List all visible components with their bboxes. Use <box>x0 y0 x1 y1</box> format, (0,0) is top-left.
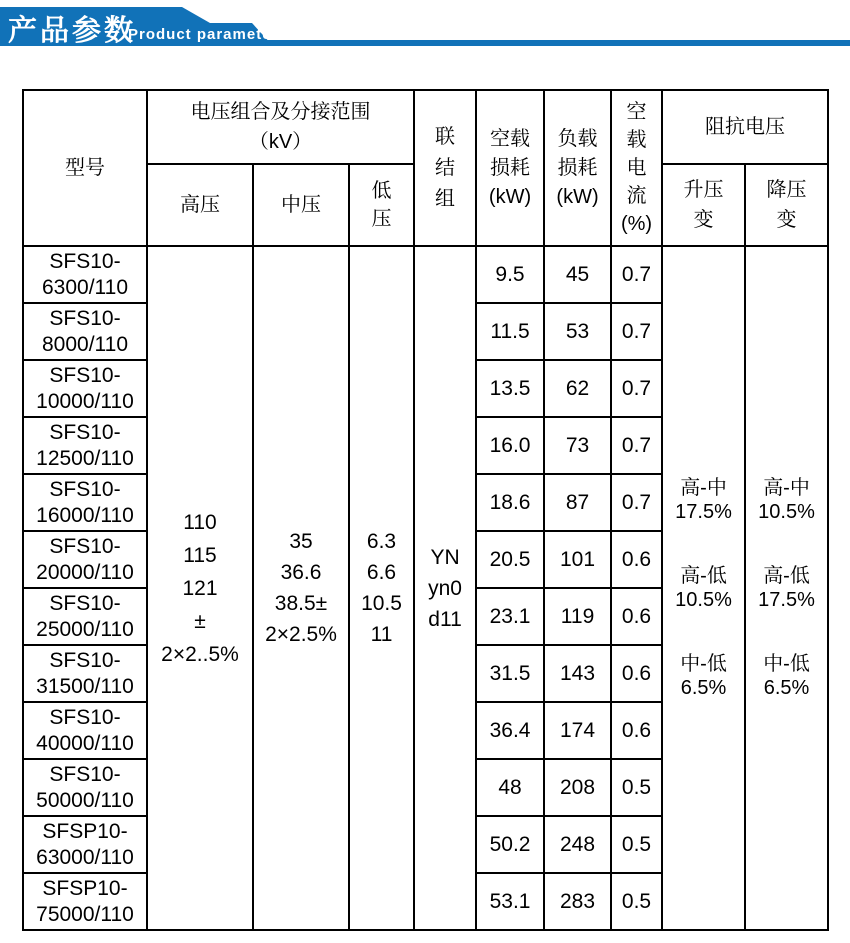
no-load-loss-cell: 11.5 <box>476 303 544 360</box>
no-load-loss-cell: 36.4 <box>476 702 544 759</box>
header-row-1 <box>23 90 828 164</box>
no-load-current-cell: 0.7 <box>611 474 662 531</box>
load-loss-cell: 62 <box>544 360 611 417</box>
parameters-table <box>22 89 829 931</box>
load-loss-cell: 119 <box>544 588 611 645</box>
no-load-loss-cell: 20.5 <box>476 531 544 588</box>
load-loss-cell: 45 <box>544 246 611 303</box>
header-mv: 中压 <box>253 164 349 246</box>
no-load-loss-cell: 53.1 <box>476 873 544 930</box>
load-loss-cell: 248 <box>544 816 611 873</box>
impedance-group: 高-中 17.5% <box>675 477 732 523</box>
header-lv: 低 压 <box>349 164 414 246</box>
header-no-load-loss: 空载 损耗 (kW) <box>476 90 544 246</box>
table-row <box>23 246 828 303</box>
impedance-group: 高-中 10.5% <box>758 477 815 523</box>
no-load-current-cell: 0.7 <box>611 360 662 417</box>
impedance-group: 中-低 6.5% <box>763 653 810 699</box>
model-cell: SFSP10- 63000/110 <box>23 816 147 873</box>
header-step-up: 升压 变 <box>662 164 745 246</box>
no-load-loss-cell: 13.5 <box>476 360 544 417</box>
load-loss-cell: 208 <box>544 759 611 816</box>
model-cell: SFS10- 20000/110 <box>23 531 147 588</box>
load-loss-cell: 283 <box>544 873 611 930</box>
section-title-zh: 产品参数 <box>8 15 137 47</box>
header-voltage-combo: 电压组合及分接范围 （kV） <box>147 90 414 164</box>
header-no-load-current: 空 载 电 流 (%) <box>611 90 662 246</box>
load-loss-cell: 101 <box>544 531 611 588</box>
no-load-loss-cell: 16.0 <box>476 417 544 474</box>
step-up-impedance-cell <box>662 246 745 930</box>
no-load-current-cell: 0.6 <box>611 588 662 645</box>
no-load-current-cell: 0.5 <box>611 873 662 930</box>
no-load-loss-cell: 48 <box>476 759 544 816</box>
lv-values-cell: 6.3 6.6 10.5 11 <box>349 246 414 930</box>
impedance-group: 高-低 17.5% <box>758 565 815 611</box>
no-load-loss-cell: 31.5 <box>476 645 544 702</box>
header-load-loss: 负载 损耗 (kW) <box>544 90 611 246</box>
header-vector-group: 联 结 组 <box>414 90 476 246</box>
no-load-current-cell: 0.7 <box>611 246 662 303</box>
model-cell: SFSP10- 75000/110 <box>23 873 147 930</box>
section-title-en: Product parameters <box>128 26 288 43</box>
header-model: 型号 <box>23 90 147 246</box>
no-load-current-cell: 0.5 <box>611 816 662 873</box>
load-loss-cell: 53 <box>544 303 611 360</box>
load-loss-cell: 87 <box>544 474 611 531</box>
no-load-current-cell: 0.7 <box>611 417 662 474</box>
model-cell: SFS10- 40000/110 <box>23 702 147 759</box>
model-cell: SFS10- 50000/110 <box>23 759 147 816</box>
load-loss-cell: 143 <box>544 645 611 702</box>
no-load-current-cell: 0.6 <box>611 702 662 759</box>
model-cell: SFS10- 8000/110 <box>23 303 147 360</box>
no-load-current-cell: 0.7 <box>611 303 662 360</box>
no-load-loss-cell: 18.6 <box>476 474 544 531</box>
no-load-loss-cell: 9.5 <box>476 246 544 303</box>
load-loss-cell: 73 <box>544 417 611 474</box>
model-cell: SFS10- 25000/110 <box>23 588 147 645</box>
load-loss-cell: 174 <box>544 702 611 759</box>
step-down-impedance-cell <box>745 246 828 930</box>
impedance-group: 中-低 6.5% <box>680 653 727 699</box>
impedance-group: 高-低 10.5% <box>675 565 732 611</box>
model-cell: SFS10- 6300/110 <box>23 246 147 303</box>
header-impedance: 阻抗电压 <box>662 90 828 164</box>
model-cell: SFS10- 12500/110 <box>23 417 147 474</box>
vector-values-cell: YN yn0 d11 <box>414 246 476 930</box>
no-load-current-cell: 0.6 <box>611 531 662 588</box>
no-load-current-cell: 0.5 <box>611 759 662 816</box>
header-hv: 高压 <box>147 164 253 246</box>
model-cell: SFS10- 16000/110 <box>23 474 147 531</box>
model-cell: SFS10- 10000/110 <box>23 360 147 417</box>
no-load-loss-cell: 23.1 <box>476 588 544 645</box>
header-step-down: 降压 变 <box>745 164 828 246</box>
no-load-loss-cell: 50.2 <box>476 816 544 873</box>
no-load-current-cell: 0.6 <box>611 645 662 702</box>
hv-values-cell: 110 115 121 ± 2×2..5% <box>147 246 253 930</box>
mv-values-cell: 35 36.6 38.5± 2×2.5% <box>253 246 349 930</box>
model-cell: SFS10- 31500/110 <box>23 645 147 702</box>
